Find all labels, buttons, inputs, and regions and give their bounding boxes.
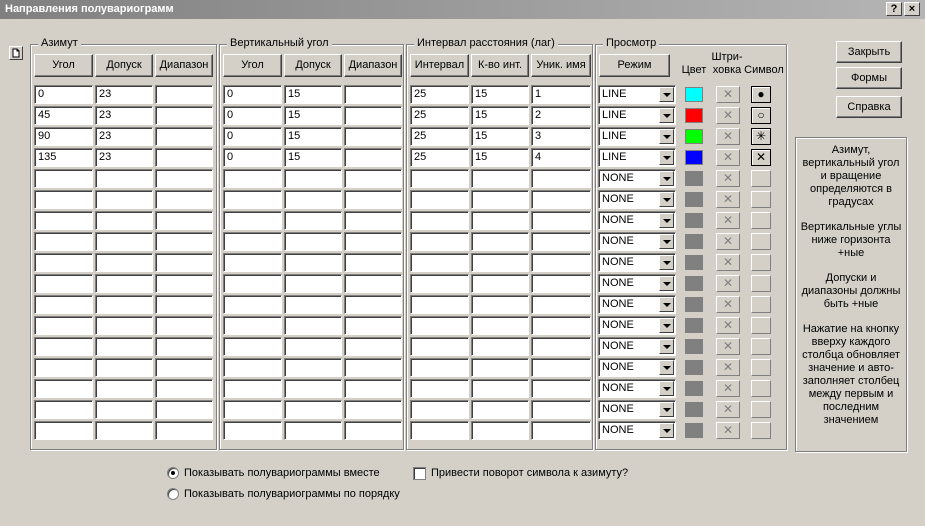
azimuth-group-label: Азимут xyxy=(38,37,81,50)
azimuth-angle-input[interactable] xyxy=(34,211,93,230)
interval-input[interactable] xyxy=(410,169,469,188)
azimuth-range-input[interactable] xyxy=(155,232,213,251)
unique-name-input[interactable]: 2 xyxy=(531,106,591,125)
mode-select-value: NONE xyxy=(602,277,634,289)
vertical-angle-input[interactable] xyxy=(223,190,282,209)
vertical-angle-input[interactable] xyxy=(223,316,282,335)
interval-count-input[interactable] xyxy=(471,211,529,230)
mode-select-value: NONE xyxy=(602,319,634,331)
va-range-header-button[interactable]: Диапазон xyxy=(344,54,402,77)
symbol-button[interactable] xyxy=(751,233,771,250)
mode-select[interactable] xyxy=(598,274,676,293)
interval-header-button[interactable]: Интервал xyxy=(410,54,469,77)
info-text-autofill: Нажатие на кнопку вверху каждого столбца обновляет значение и авто-заполняет столбец между первым и последним значением xyxy=(802,323,900,426)
color-swatch[interactable] xyxy=(685,318,703,333)
azimuth-tolerance-input[interactable]: 23 xyxy=(95,106,153,125)
interval-input[interactable] xyxy=(410,400,469,419)
mode-select-value: NONE xyxy=(602,340,634,352)
hatch-toggle-icon[interactable]: ✕ xyxy=(716,275,740,292)
dropdown-arrow-icon[interactable] xyxy=(659,234,674,249)
unique-name-input[interactable] xyxy=(531,400,591,419)
symbol-button[interactable] xyxy=(751,275,771,292)
azimuth-range-input[interactable] xyxy=(155,379,213,398)
azimuth-tolerance-input[interactable]: 23 xyxy=(95,148,153,167)
interval-count-input[interactable]: 15 xyxy=(471,148,529,167)
symbol-button[interactable] xyxy=(751,170,771,187)
vertical-range-input[interactable] xyxy=(344,106,402,125)
shapes-button[interactable]: Формы xyxy=(836,67,902,89)
info-text-vertical-angles: Вертикальные углы ниже горизонта +ные xyxy=(800,221,902,259)
color-swatch[interactable] xyxy=(685,234,703,249)
show-together-label: Показывать полувариограммы вместе xyxy=(184,467,380,479)
vertical-range-input[interactable] xyxy=(344,148,402,167)
interval-input[interactable]: 25 xyxy=(410,85,469,104)
interval-input[interactable] xyxy=(410,253,469,272)
dropdown-arrow-icon[interactable] xyxy=(659,297,674,312)
azimuth-angle-input[interactable] xyxy=(34,232,93,251)
color-swatch[interactable] xyxy=(685,150,703,165)
dropdown-arrow-icon[interactable] xyxy=(659,150,674,165)
color-swatch[interactable] xyxy=(685,255,703,270)
interval-count-input[interactable] xyxy=(471,421,529,440)
symbol-button[interactable]: ✳ xyxy=(751,128,771,145)
unique-name-input[interactable] xyxy=(531,379,591,398)
vertical-range-input[interactable] xyxy=(344,85,402,104)
azimuth-range-input[interactable] xyxy=(155,106,213,125)
help-button[interactable]: Справка xyxy=(836,96,902,118)
mode-select-value: NONE xyxy=(602,235,634,247)
azimuth-tolerance-input[interactable] xyxy=(95,400,153,419)
dropdown-arrow-icon[interactable] xyxy=(659,339,674,354)
mode-select-value: LINE xyxy=(602,88,627,100)
hatch-toggle-icon[interactable]: ✕ xyxy=(716,401,740,418)
interval-count-input[interactable] xyxy=(471,253,529,272)
mode-select[interactable] xyxy=(598,316,676,335)
mode-select[interactable] xyxy=(598,169,676,188)
azimuth-range-input[interactable] xyxy=(155,316,213,335)
azimuth-tolerance-input[interactable] xyxy=(95,421,153,440)
hatch-toggle-icon[interactable]: ✕ xyxy=(716,233,740,250)
new-document-icon[interactable] xyxy=(9,46,23,60)
interval-count-input[interactable]: 15 xyxy=(471,106,529,125)
azimuth-range-input[interactable] xyxy=(155,400,213,419)
vertical-angle-input[interactable] xyxy=(223,421,282,440)
mode-select[interactable] xyxy=(598,148,676,167)
interval-count-input[interactable] xyxy=(471,232,529,251)
unique-name-input[interactable]: 4 xyxy=(531,148,591,167)
color-column-label: Цвет xyxy=(681,64,707,76)
vertical-tolerance-input[interactable] xyxy=(284,232,342,251)
unique-name-input[interactable] xyxy=(531,274,591,293)
vertical-tolerance-input[interactable] xyxy=(284,400,342,419)
mode-select-value: NONE xyxy=(602,193,634,205)
dropdown-arrow-icon[interactable] xyxy=(659,423,674,438)
mode-select[interactable] xyxy=(598,127,676,146)
hatch-toggle-icon[interactable]: ✕ xyxy=(716,296,740,313)
az-angle-header-button[interactable]: Угол xyxy=(34,54,93,77)
color-swatch[interactable] xyxy=(685,339,703,354)
color-swatch[interactable] xyxy=(685,171,703,186)
vertical-range-input[interactable] xyxy=(344,190,402,209)
mode-select[interactable] xyxy=(598,358,676,377)
vertical-tolerance-input[interactable] xyxy=(284,211,342,230)
azimuth-angle-input[interactable]: 0 xyxy=(34,85,93,104)
mode-select[interactable] xyxy=(598,253,676,272)
color-swatch[interactable] xyxy=(685,129,703,144)
color-swatch[interactable] xyxy=(685,402,703,417)
azimuth-tolerance-input[interactable] xyxy=(95,316,153,335)
window-title: Направления полувариограмм xyxy=(5,3,174,15)
azimuth-angle-input[interactable] xyxy=(34,169,93,188)
dropdown-arrow-icon[interactable] xyxy=(659,255,674,270)
show-in-order-radio[interactable] xyxy=(167,488,179,500)
vertical-angle-input[interactable] xyxy=(223,358,282,377)
interval-count-input[interactable] xyxy=(471,274,529,293)
azimuth-angle-input[interactable] xyxy=(34,316,93,335)
mode-select-value: LINE xyxy=(602,109,627,121)
dropdown-arrow-icon[interactable] xyxy=(659,87,674,102)
azimuth-tolerance-input[interactable]: 23 xyxy=(95,127,153,146)
symbol-button[interactable] xyxy=(751,359,771,376)
vertical-range-input[interactable] xyxy=(344,379,402,398)
vertical-tolerance-input[interactable]: 15 xyxy=(284,148,342,167)
interval-count-input[interactable]: 15 xyxy=(471,127,529,146)
align-symbol-label: Привести поворот символа к азимуту? xyxy=(431,467,629,479)
azimuth-angle-input[interactable] xyxy=(34,295,93,314)
color-swatch[interactable] xyxy=(685,423,703,438)
color-swatch[interactable] xyxy=(685,192,703,207)
color-swatch[interactable] xyxy=(685,276,703,291)
vertical-range-input[interactable] xyxy=(344,337,402,356)
interval-count-input[interactable] xyxy=(471,169,529,188)
azimuth-angle-input[interactable] xyxy=(34,190,93,209)
interval-input[interactable]: 25 xyxy=(410,106,469,125)
mode-select-value: LINE xyxy=(602,130,627,142)
azimuth-tolerance-input[interactable]: 23 xyxy=(95,85,153,104)
vertical-angle-input[interactable] xyxy=(223,337,282,356)
az-range-header-button[interactable]: Диапазон xyxy=(155,54,213,77)
azimuth-tolerance-input[interactable] xyxy=(95,169,153,188)
unique-name-input[interactable] xyxy=(531,421,591,440)
interval-input[interactable] xyxy=(410,295,469,314)
azimuth-range-input[interactable] xyxy=(155,127,213,146)
interval-input[interactable] xyxy=(410,421,469,440)
distance-group-label: Интервал расстояния (лаг) xyxy=(414,37,558,50)
interval-count-input[interactable] xyxy=(471,295,529,314)
azimuth-angle-input[interactable] xyxy=(34,400,93,419)
azimuth-range-input[interactable] xyxy=(155,337,213,356)
vertical-tolerance-input[interactable] xyxy=(284,274,342,293)
vertical-angle-input[interactable]: 0 xyxy=(223,85,282,104)
mode-select-value: NONE xyxy=(602,424,634,436)
interval-input[interactable] xyxy=(410,232,469,251)
interval-input[interactable]: 25 xyxy=(410,127,469,146)
count-header-button[interactable]: К-во инт. xyxy=(471,54,529,77)
dropdown-arrow-icon[interactable] xyxy=(659,108,674,123)
azimuth-tolerance-input[interactable] xyxy=(95,253,153,272)
vertical-tolerance-input[interactable] xyxy=(284,379,342,398)
color-swatch[interactable] xyxy=(685,213,703,228)
vertical-range-input[interactable] xyxy=(344,274,402,293)
vertical-angle-input[interactable] xyxy=(223,253,282,272)
interval-count-input[interactable] xyxy=(471,337,529,356)
az-tolerance-header-button[interactable]: Допуск xyxy=(95,54,153,77)
mode-select-value: NONE xyxy=(602,361,634,373)
hatch-toggle-icon[interactable]: ✕ xyxy=(716,86,740,103)
unique-name-input[interactable] xyxy=(531,169,591,188)
vertical-range-input[interactable] xyxy=(344,358,402,377)
title-bar xyxy=(0,0,925,19)
vertical-tolerance-input[interactable] xyxy=(284,316,342,335)
vertical-angle-input[interactable]: 0 xyxy=(223,106,282,125)
azimuth-range-input[interactable] xyxy=(155,421,213,440)
interval-input[interactable] xyxy=(410,337,469,356)
dropdown-arrow-icon[interactable] xyxy=(659,276,674,291)
mode-header-button[interactable]: Режим xyxy=(599,54,670,77)
unique-name-input[interactable] xyxy=(531,358,591,377)
symbol-button[interactable] xyxy=(751,422,771,439)
symbol-button[interactable] xyxy=(751,191,771,208)
unique-name-input[interactable]: 3 xyxy=(531,127,591,146)
azimuth-tolerance-input[interactable] xyxy=(95,358,153,377)
vertical-tolerance-input[interactable] xyxy=(284,337,342,356)
vertical-angle-input[interactable] xyxy=(223,379,282,398)
dropdown-arrow-icon[interactable] xyxy=(659,360,674,375)
vertical-tolerance-input[interactable] xyxy=(284,358,342,377)
vertical-angle-input[interactable]: 0 xyxy=(223,148,282,167)
help-icon[interactable]: ? xyxy=(886,2,902,16)
vertical-range-input[interactable] xyxy=(344,169,402,188)
va-angle-header-button[interactable]: Угол xyxy=(223,54,282,77)
azimuth-angle-input[interactable] xyxy=(34,421,93,440)
hatch-toggle-icon[interactable]: ✕ xyxy=(716,107,740,124)
vertical-range-input[interactable] xyxy=(344,211,402,230)
interval-input[interactable]: 25 xyxy=(410,148,469,167)
vertical-range-input[interactable] xyxy=(344,295,402,314)
dropdown-arrow-icon[interactable] xyxy=(659,171,674,186)
azimuth-angle-input[interactable] xyxy=(34,379,93,398)
azimuth-angle-input[interactable] xyxy=(34,358,93,377)
unique-name-input[interactable] xyxy=(531,232,591,251)
mode-select-value: NONE xyxy=(602,403,634,415)
mode-select[interactable] xyxy=(598,232,676,251)
dropdown-arrow-icon[interactable] xyxy=(659,213,674,228)
va-tolerance-header-button[interactable]: Допуск xyxy=(284,54,342,77)
interval-count-input[interactable]: 15 xyxy=(471,85,529,104)
azimuth-tolerance-input[interactable] xyxy=(95,295,153,314)
azimuth-range-input[interactable] xyxy=(155,85,213,104)
hatch-toggle-icon[interactable]: ✕ xyxy=(716,212,740,229)
hatch-toggle-icon[interactable]: ✕ xyxy=(716,128,740,145)
hatch-column-label-line2: ховка xyxy=(712,64,742,76)
unique-name-input[interactable] xyxy=(531,190,591,209)
close-button[interactable]: Закрыть xyxy=(836,41,902,63)
unique-name-header-button[interactable]: Уник. имя xyxy=(531,54,591,77)
azimuth-tolerance-input[interactable] xyxy=(95,190,153,209)
vertical-angle-group-label: Вертикальный угол xyxy=(227,37,332,50)
azimuth-tolerance-input[interactable] xyxy=(95,232,153,251)
vertical-range-input[interactable] xyxy=(344,232,402,251)
unique-name-input[interactable] xyxy=(531,295,591,314)
vertical-tolerance-input[interactable]: 15 xyxy=(284,106,342,125)
vertical-range-input[interactable] xyxy=(344,127,402,146)
azimuth-range-input[interactable] xyxy=(155,211,213,230)
symbol-button[interactable] xyxy=(751,212,771,229)
azimuth-range-input[interactable] xyxy=(155,358,213,377)
interval-count-input[interactable] xyxy=(471,316,529,335)
interval-input[interactable] xyxy=(410,211,469,230)
interval-count-input[interactable] xyxy=(471,400,529,419)
hatch-column-label-line1: Штри- xyxy=(711,51,743,63)
show-in-order-label: Показывать полувариограммы по порядку xyxy=(184,488,400,500)
azimuth-angle-input[interactable] xyxy=(34,274,93,293)
symbol-button[interactable] xyxy=(751,401,771,418)
interval-input[interactable] xyxy=(410,379,469,398)
mode-select-value: NONE xyxy=(602,214,634,226)
mode-select-value: NONE xyxy=(602,172,634,184)
mode-select[interactable] xyxy=(598,190,676,209)
interval-count-input[interactable] xyxy=(471,190,529,209)
hatch-toggle-icon[interactable]: ✕ xyxy=(716,170,740,187)
info-panel xyxy=(795,137,907,452)
interval-input[interactable] xyxy=(410,316,469,335)
color-swatch[interactable] xyxy=(685,381,703,396)
azimuth-range-input[interactable] xyxy=(155,169,213,188)
interval-count-input[interactable] xyxy=(471,358,529,377)
vertical-tolerance-input[interactable] xyxy=(284,421,342,440)
hatch-toggle-icon[interactable]: ✕ xyxy=(716,149,740,166)
vertical-angle-input[interactable] xyxy=(223,232,282,251)
symbol-column-label: Символ xyxy=(744,64,784,76)
unique-name-input[interactable]: 1 xyxy=(531,85,591,104)
mode-select-value: LINE xyxy=(602,151,627,163)
hatch-toggle-icon[interactable]: ✕ xyxy=(716,254,740,271)
vertical-tolerance-input[interactable]: 15 xyxy=(284,85,342,104)
azimuth-tolerance-input[interactable] xyxy=(95,211,153,230)
color-swatch[interactable] xyxy=(685,108,703,123)
unique-name-input[interactable] xyxy=(531,316,591,335)
vertical-angle-input[interactable] xyxy=(223,169,282,188)
vertical-range-input[interactable] xyxy=(344,316,402,335)
dropdown-arrow-icon[interactable] xyxy=(659,318,674,333)
unique-name-input[interactable] xyxy=(531,211,591,230)
show-together-radio[interactable] xyxy=(167,467,179,479)
azimuth-tolerance-input[interactable] xyxy=(95,337,153,356)
mode-select[interactable] xyxy=(598,85,676,104)
mode-select-value: NONE xyxy=(602,382,634,394)
vertical-tolerance-input[interactable] xyxy=(284,295,342,314)
azimuth-angle-input[interactable]: 90 xyxy=(34,127,93,146)
dropdown-arrow-icon[interactable] xyxy=(659,192,674,207)
unique-name-input[interactable] xyxy=(531,337,591,356)
hatch-toggle-icon[interactable]: ✕ xyxy=(716,338,740,355)
symbol-button[interactable]: ● xyxy=(751,86,771,103)
info-text-tolerances: Допуски и диапазоны должны быть +ные xyxy=(801,272,901,310)
mode-select-value: NONE xyxy=(602,256,634,268)
mode-select[interactable] xyxy=(598,211,676,230)
vertical-tolerance-input[interactable]: 15 xyxy=(284,127,342,146)
hatch-toggle-icon[interactable]: ✕ xyxy=(716,380,740,397)
mode-select[interactable] xyxy=(598,400,676,419)
hatch-toggle-icon[interactable]: ✕ xyxy=(716,422,740,439)
vertical-tolerance-input[interactable] xyxy=(284,253,342,272)
azimuth-range-input[interactable] xyxy=(155,190,213,209)
hatch-toggle-icon[interactable]: ✕ xyxy=(716,317,740,334)
symbol-button[interactable] xyxy=(751,317,771,334)
azimuth-angle-input[interactable] xyxy=(34,337,93,356)
vertical-tolerance-input[interactable] xyxy=(284,190,342,209)
vertical-tolerance-input[interactable] xyxy=(284,169,342,188)
mode-select[interactable] xyxy=(598,337,676,356)
interval-input[interactable] xyxy=(410,358,469,377)
azimuth-angle-input[interactable]: 45 xyxy=(34,106,93,125)
vertical-range-input[interactable] xyxy=(344,400,402,419)
unique-name-input[interactable] xyxy=(531,253,591,272)
hatch-toggle-icon[interactable]: ✕ xyxy=(716,359,740,376)
align-symbol-checkbox[interactable] xyxy=(413,467,426,480)
vertical-angle-input[interactable]: 0 xyxy=(223,127,282,146)
symbol-button[interactable] xyxy=(751,380,771,397)
mode-select-value: NONE xyxy=(602,298,634,310)
color-swatch[interactable] xyxy=(685,360,703,375)
vertical-range-input[interactable] xyxy=(344,421,402,440)
view-group-label: Просмотр xyxy=(603,37,659,50)
symbol-button[interactable] xyxy=(751,296,771,313)
interval-input[interactable] xyxy=(410,190,469,209)
color-swatch[interactable] xyxy=(685,297,703,312)
symbol-button[interactable]: ○ xyxy=(751,107,771,124)
vertical-angle-input[interactable] xyxy=(223,400,282,419)
azimuth-angle-input[interactable] xyxy=(34,253,93,272)
azimuth-angle-input[interactable]: 135 xyxy=(34,148,93,167)
symbol-button[interactable] xyxy=(751,338,771,355)
mode-select[interactable] xyxy=(598,295,676,314)
color-swatch[interactable] xyxy=(685,87,703,102)
hatch-toggle-icon[interactable]: ✕ xyxy=(716,191,740,208)
azimuth-range-input[interactable] xyxy=(155,295,213,314)
vertical-angle-input[interactable] xyxy=(223,211,282,230)
azimuth-range-input[interactable] xyxy=(155,274,213,293)
mode-select[interactable] xyxy=(598,379,676,398)
azimuth-range-input[interactable] xyxy=(155,148,213,167)
dropdown-arrow-icon[interactable] xyxy=(659,402,674,417)
symbol-button[interactable]: ✕ xyxy=(751,149,771,166)
azimuth-tolerance-input[interactable] xyxy=(95,379,153,398)
vertical-range-input[interactable] xyxy=(344,253,402,272)
interval-count-input[interactable] xyxy=(471,379,529,398)
close-icon[interactable]: × xyxy=(904,2,920,16)
vertical-angle-input[interactable] xyxy=(223,295,282,314)
dropdown-arrow-icon[interactable] xyxy=(659,381,674,396)
dropdown-arrow-icon[interactable] xyxy=(659,129,674,144)
interval-input[interactable] xyxy=(410,274,469,293)
info-text-degrees: Азимут, вертикальный угол и вращение определяются в градусах xyxy=(802,144,900,208)
mode-select[interactable] xyxy=(598,106,676,125)
azimuth-range-input[interactable] xyxy=(155,253,213,272)
vertical-angle-input[interactable] xyxy=(223,274,282,293)
mode-select[interactable] xyxy=(598,421,676,440)
symbol-button[interactable] xyxy=(751,254,771,271)
azimuth-tolerance-input[interactable] xyxy=(95,274,153,293)
